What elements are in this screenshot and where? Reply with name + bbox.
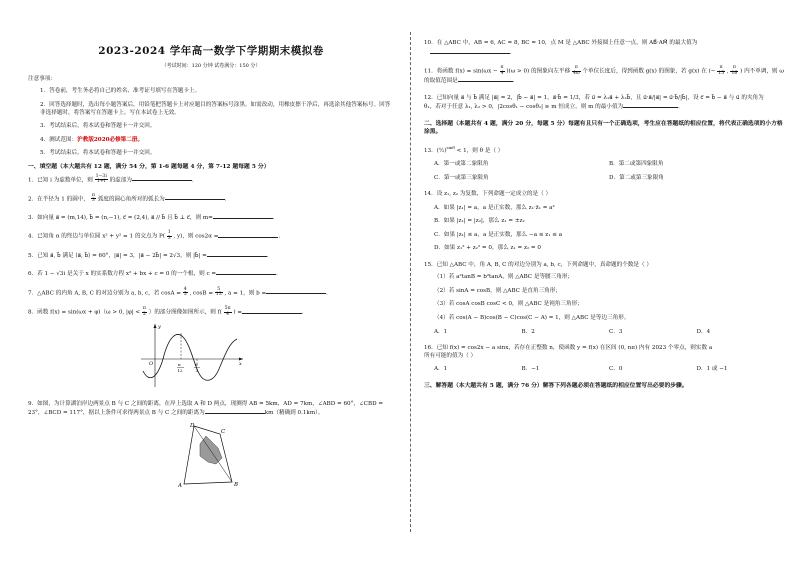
question-9: 9．如图，为计算湖泊岸边两景点 B 与 C 之间的距离，在岸上选取 A 和 D 两点，现测得 AB = 5km，AD = 7km，∠ABD = 60°，∠CBD = 23°，∠BCD = 117°，据以上条件可求得两景点 B 与 C 之间的距离为 km（精确到 0.1km）。: [28, 400, 384, 417]
note-4: 4．测试范围：沪教版2020必修第二册。: [40, 136, 144, 143]
section-3-heading: 三、解答题（本大题共有 5 题，满分 76 分）解答下列各题必须在答题纸的相应位置写出必要的步骤。: [424, 382, 688, 389]
q13-option-a[interactable]: A．第一或第二象限角: [434, 160, 489, 167]
q15-options: [434, 329, 784, 337]
q16-option-d[interactable]: D．1 或 −1: [696, 366, 728, 373]
question-15: 15．已知 △ABC 中，角 A, B, C 的对边分别为 a, b, c，下列命题中，真命题的个数是（ ）: [424, 261, 652, 268]
q14-option-a[interactable]: A．如果 |z₁| = a，a 是正实数，那么 z₁·z̄₁ = a²: [434, 204, 555, 211]
sine-graph-figure: [133, 321, 248, 391]
tick-pi3-num: π: [195, 362, 198, 368]
section-2-heading: 二、选择题（本题共有 4 题，满分 20 分，每题 5 分）每题有且只有一个正确选项，考生应在答题纸的相应位置，将代表正确选项的小方格涂黑。: [424, 120, 783, 135]
diagonal-BD: [194, 426, 232, 482]
answer-blank: [132, 175, 192, 181]
q15-item-4: （4）若 cos(A − B)cos(B − C)cos(C − A) = 1，则 △ABC 是等边三角形。: [434, 314, 630, 321]
question-13: 13．(½)$^{sin\theta}$ < 1，则 θ 是（ ）: [424, 144, 504, 154]
scope-highlight: 沪教版2020必修第二册。: [77, 136, 144, 143]
question-12: 12．已知向量 a⃗ 与 b⃗ 满足 |a⃗| = 2，|b⃗ − a⃗| = 1，a⃗·b⃗ = 1/3，若 u⃗ = λ₁a⃗ + λ₂b⃗，且 u⃗·a⃗/|a⃗| = u⃗·b⃗/|b⃗|，设 c⃗ = b⃗ − a⃗ 与 u⃗ 的夹角为 θ₁，若对于任意 λ₁, λ₂ > 0，|2cosθ₁ − cosθ₂| ≥ m 恒成立，则 m 的最小值为 ．: [424, 94, 764, 111]
tick-pi3-den: 3: [195, 368, 199, 374]
question-10: 10．在 △ABC 中，AB = 6, AC = 8, BC = 10，点 M 是 △ABC 外接圆上任意一点，则 AB⃗·AM⃗ 的最大值为 ．: [424, 40, 698, 56]
question-1: 1．已知 i 为虚数单位，则 $\frac{1-3i}{1+i}$ 的虚部为 ．: [28, 173, 198, 185]
section-1-heading: 一、填空题（本大题共有 12 题，满分 54 分，第 1-6 题每题 4 分，第 7-12 题每题 5 分）: [28, 163, 270, 170]
column-divider: [410, 32, 411, 532]
q15-option-b[interactable]: B．2: [521, 328, 535, 335]
left-column: [28, 30, 394, 499]
q15-item-1: （1）若 a²tanB = b²tanA，则 △ABC 是等腰三角形；: [434, 274, 574, 281]
question-16: 16．已知 f(x) = cos2x − a sinx，若存在正整数 n，使函数 y = f(x) 在区间 (0, nπ) 内有 2023 个零点，则实数 a 所有可能的值为（ ）: [424, 345, 713, 359]
q16-option-b[interactable]: B．−1: [521, 366, 540, 373]
q14-option-b[interactable]: B．如果 |z₁| = |z₂|，那么 z₁ = ±z₂: [434, 218, 525, 225]
vertex-B: B: [234, 481, 239, 488]
notes-heading: 注意事项：: [28, 75, 56, 82]
y-axis-label: y: [158, 324, 161, 331]
page-title: 2023-2024 学年高一数学下学期期末模拟卷: [98, 45, 324, 57]
q14-option-d[interactable]: D．如果 z₁² + z₂² = 0，那么 z₁ = z₂ = 0: [434, 245, 541, 252]
q15-option-a[interactable]: A．1: [434, 328, 448, 335]
vertex-A: A: [178, 482, 182, 488]
vertex-C: C: [221, 428, 226, 435]
question-3: 3．如向量 a⃗ = (m,14), b⃗ = (n,−1), c⃗ = (2,4), a⃗ // b⃗ 且 b⃗ ⊥ c⃗，则 m= ．: [28, 214, 279, 221]
question-2: 2．在半径为 1 的圆中， $\frac{\pi}{3}$ 弧度的圆心角所对的弧长为 ．: [28, 192, 231, 204]
q13-option-b[interactable]: B．第二或第四象限角: [609, 160, 664, 167]
note-1: 1．答卷前，考生务必将自己的姓名、准考证号填写在答题卡上。: [40, 88, 201, 95]
q16-option-c[interactable]: C．0: [609, 366, 623, 373]
note-2: 2．回答选择题时，选出每小题答案后，用铅笔把答题卡上对应题目的答案标号涂黑。如需改动，用橡皮擦干净后，再选涂其他答案标号。回答非选择题时，将答案写在答题卡上。写在本试卷上无效。: [40, 102, 391, 116]
lake-quadrilateral-figure: [178, 422, 248, 488]
q15-option-d[interactable]: D．4: [696, 328, 711, 335]
lake-region: [200, 436, 222, 464]
exam-info: （考试时间：120 分钟 试卷满分：150 分）: [161, 63, 261, 70]
question-8: 8．函数 f(x) = sin(ωx + φ)（ω > 0, |φ| < $\frac{\pi}{2}$ ）的部分图像如图所示，则 f( $\frac{5\pi}{4}$ ) = ．: [28, 305, 308, 317]
question-6: 6．若 1 − √3i 是关于 x 的实系数方程 x² + bx + c = 0 的一个根，则 c = ．: [28, 271, 282, 278]
q13-option-d[interactable]: D．第二或第三象限角: [609, 174, 664, 181]
question-7: 7．△ABC 的内角 A, B, C 的对边分别为 a, b, c，若 cosA = $\frac{4}{5}$ , cosB = $\frac{5}{13}$ , a = 1，则 b = ．: [28, 286, 332, 298]
question-4: 4．已知角 α 的终边与单位圆 x² + y² = 1 的交点为 P( $\frac{1}{3}$ , y)，则 cos2α = ．: [28, 230, 285, 242]
tick-pi12-den: 12: [177, 368, 183, 374]
note-3: 3．考试结束后，将本试卷和答题卡一并交回。: [40, 123, 156, 130]
q14-option-c[interactable]: C．如果 |z₁| ≤ a，a 是正实数，那么 −a ≤ z₁ ≤ a: [434, 231, 563, 238]
q15-option-c[interactable]: C．3: [609, 328, 623, 335]
x-axis-label: x: [239, 361, 242, 368]
y-axis-arrow: [154, 324, 157, 328]
note-5: 5．考试结束后，将本试卷和答题卡一并交回。: [40, 150, 156, 157]
vertex-D: D: [190, 422, 195, 429]
sine-curve: [143, 335, 237, 381]
origin-label: O: [149, 361, 154, 368]
right-column: [424, 30, 784, 394]
q16-option-a[interactable]: A．1: [434, 366, 448, 373]
question-5: 5．已知 a⃗, b⃗ 满足 ⟨a⃗, b⃗⟩ = 60°，|a⃗| = 3，|a⃗ − 2b⃗| = 2√3，则 |b⃗| = ．: [28, 252, 273, 259]
q13-options-row1: [434, 161, 784, 169]
q13-options-row2: [434, 175, 784, 183]
q15-item-3: （3）若 cosA cosB cosC < 0，则 △ABC 是钝角三角形；: [434, 301, 583, 308]
tick-pi12-num: π: [178, 362, 181, 368]
q13-option-c[interactable]: C．第一或第三象限角: [434, 174, 489, 181]
q15-item-2: （2）若 sinA = cosB，则 △ABC 是直角三角形；: [434, 287, 561, 294]
question-14: 14．设 z₁, z₂ 为复数，下列命题一定成立的是（ ）: [424, 191, 552, 198]
q16-options: [434, 366, 784, 374]
question-11: 11．将函数 f(x) = sin(ωx − $\frac{\pi}{4}$ )(ω > 0) 的图象向左平移 $\frac{\pi}{4\omega}$ 个单位长度后，得到函数 g(x) 的图象，若 g(x) 在 (− $\frac{\pi}{15}$ , $\frac{\pi}{16}$ ) 内不单调，则 ω 的取值范围是 ．: [424, 65, 784, 85]
